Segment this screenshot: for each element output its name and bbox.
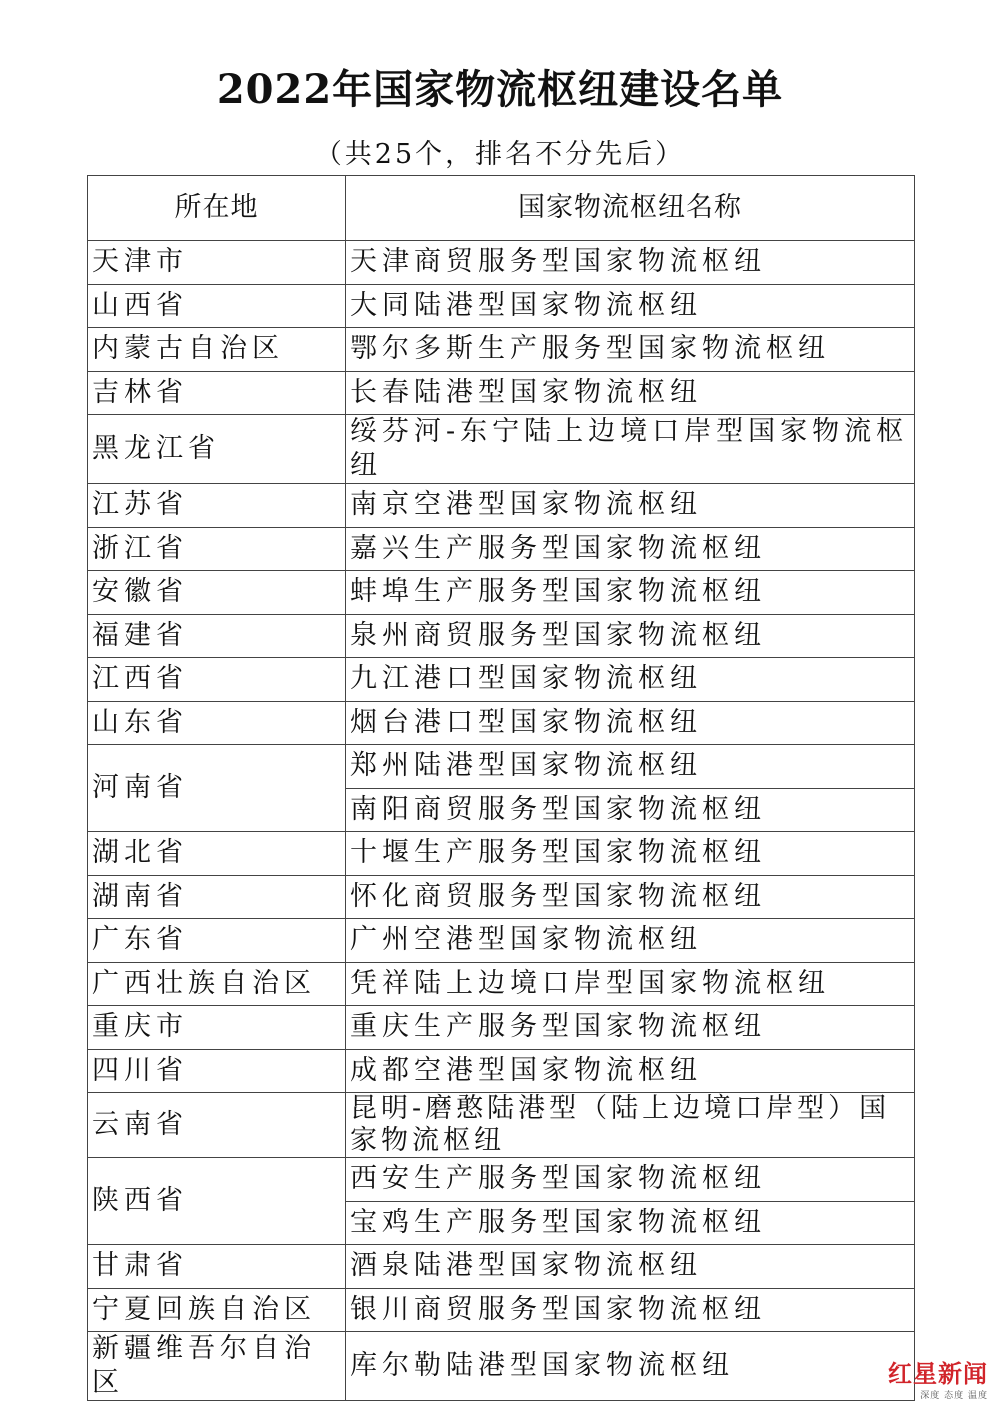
cell-location: 广西壮族自治区 [88,962,346,1006]
table-row [88,1288,915,1332]
cell-hub-name: 郑州陆港型国家物流枢纽 [346,745,915,789]
cell-location: 湖北省 [88,832,346,876]
cell-location: 江苏省 [88,484,346,528]
cell-hub-name: 宝鸡生产服务型国家物流枢纽 [346,1201,915,1245]
cell-location: 河南省 [88,745,346,832]
table-row [88,614,915,658]
watermark-logo [868,1360,988,1406]
cell-hub-name: 重庆生产服务型国家物流枢纽 [346,1006,915,1050]
cell-location: 吉林省 [88,371,346,415]
logistics-hub-table [87,175,915,1401]
table-row [88,658,915,702]
cell-hub-name: 天津商贸服务型国家物流枢纽 [346,241,915,285]
cell-location: 陕西省 [88,1158,346,1245]
cell-location: 重庆市 [88,1006,346,1050]
cell-location: 天津市 [88,241,346,285]
cell-hub-name: 嘉兴生产服务型国家物流枢纽 [346,527,915,571]
cell-location: 山东省 [88,701,346,745]
table-row [88,1093,915,1158]
cell-location: 福建省 [88,614,346,658]
table-row [88,328,915,372]
table-row [88,1049,915,1093]
cell-hub-name: 凭祥陆上边境口岸型国家物流枢纽 [346,962,915,1006]
cell-location: 甘肃省 [88,1245,346,1289]
table-header-row [88,176,915,241]
table-row [88,484,915,528]
table-row [88,527,915,571]
cell-location: 四川省 [88,1049,346,1093]
cell-location: 云南省 [88,1093,346,1158]
cell-location: 新疆维吾尔自治区 [88,1332,346,1401]
cell-hub-name: 九江港口型国家物流枢纽 [346,658,915,702]
cell-hub-name: 成都空港型国家物流枢纽 [346,1049,915,1093]
table-row [88,371,915,415]
table-row [88,1158,915,1202]
cell-location: 黑龙江省 [88,415,346,484]
cell-hub-name: 十堰生产服务型国家物流枢纽 [346,832,915,876]
table-row [88,241,915,285]
cell-location: 江西省 [88,658,346,702]
cell-location: 内蒙古自治区 [88,328,346,372]
cell-location: 山西省 [88,284,346,328]
cell-location: 浙江省 [88,527,346,571]
table-row [88,701,915,745]
cell-hub-name: 鄂尔多斯生产服务型国家物流枢纽 [346,328,915,372]
cell-location: 宁夏回族自治区 [88,1288,346,1332]
table-row [88,832,915,876]
cell-location: 安徽省 [88,571,346,615]
table-row [88,745,915,789]
cell-hub-name: 南京空港型国家物流枢纽 [346,484,915,528]
cell-hub-name: 西安生产服务型国家物流枢纽 [346,1158,915,1202]
table-row [88,284,915,328]
cell-hub-name: 泉州商贸服务型国家物流枢纽 [346,614,915,658]
cell-hub-name: 怀化商贸服务型国家物流枢纽 [346,875,915,919]
table-row [88,1245,915,1289]
cell-hub-name: 昆明-磨憨陆港型（陆上边境口岸型）国家物流枢纽 [346,1093,915,1158]
page-title: 2022年国家物流枢纽建设名单 [216,66,784,113]
cell-hub-name: 南阳商贸服务型国家物流枢纽 [346,788,915,832]
column-header-location: 所在地 [88,176,346,241]
watermark-logo-text: 红星新闻 [888,1360,988,1388]
watermark-tagline: 深度 态度 温度 [920,1391,988,1401]
table-row [88,1006,915,1050]
cell-location: 广东省 [88,919,346,963]
table-row [88,962,915,1006]
cell-location: 湖南省 [88,875,346,919]
cell-hub-name: 蚌埠生产服务型国家物流枢纽 [346,571,915,615]
page-subtitle: （共25个，排名不分先后） [314,139,686,170]
cell-hub-name: 长春陆港型国家物流枢纽 [346,371,915,415]
cell-hub-name: 库尔勒陆港型国家物流枢纽 [346,1332,915,1401]
column-header-hub-name: 国家物流枢纽名称 [346,176,915,241]
table-row [88,571,915,615]
cell-hub-name: 银川商贸服务型国家物流枢纽 [346,1288,915,1332]
cell-hub-name: 广州空港型国家物流枢纽 [346,919,915,963]
cell-hub-name: 大同陆港型国家物流枢纽 [346,284,915,328]
table-row [88,875,915,919]
cell-hub-name: 酒泉陆港型国家物流枢纽 [346,1245,915,1289]
cell-hub-name: 烟台港口型国家物流枢纽 [346,701,915,745]
table-body [88,241,915,1401]
cell-hub-name: 绥芬河-东宁陆上边境口岸型国家物流枢纽 [346,415,915,484]
table-row [88,919,915,963]
table-row [88,415,915,484]
table-row [88,1332,915,1401]
